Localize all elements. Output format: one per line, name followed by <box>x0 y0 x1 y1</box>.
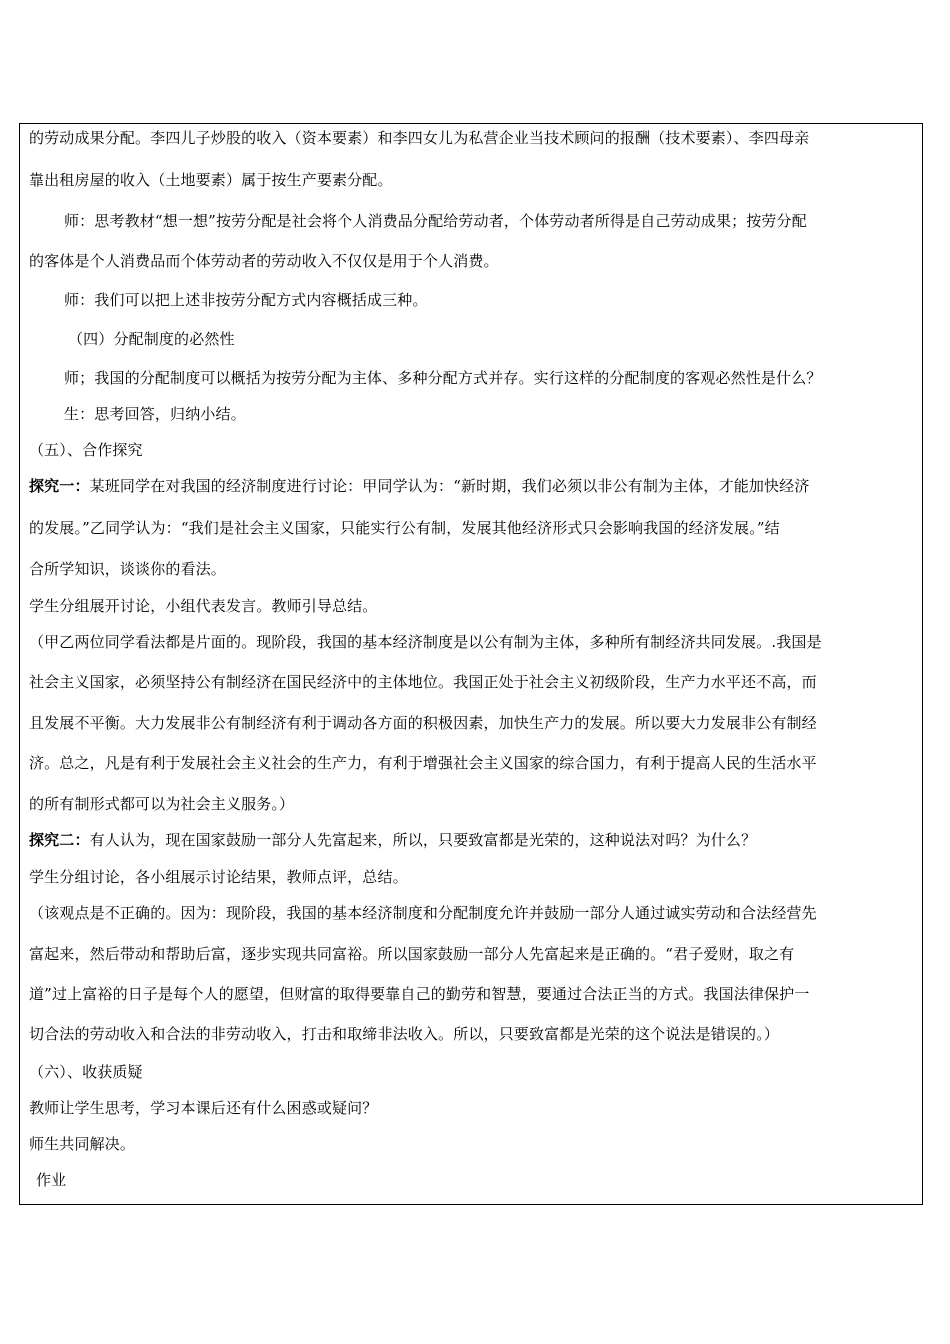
text-line: 师生共同解决。 <box>29 1135 136 1153</box>
text-line: 学生分组展开讨论，小组代表发言。教师引导总结。 <box>29 597 378 615</box>
text-line: 社会主义国家，必须坚持公有制经济在国民经济中的主体地位。我国正处于社会主义初级阶段，生产力水平还不高，而 <box>29 673 817 691</box>
explore-one-text: 某班同学在对我国的经济制度进行讨论：甲同学认为：“新时期，我们必须以非公有制为主体，才能加快经济 <box>89 477 810 495</box>
text-line: 道”过上富裕的日子是每个人的愿望，但财富的取得要靠自己的勤劳和智慧，要通过合法正当的方式。我国法律保护一 <box>29 985 810 1003</box>
text-line: 的客体是个人消费品而个体劳动者的劳动收入不仅仅是用于个人消费。 <box>29 252 499 270</box>
text-line: 师：思考教材“想一想”按劳分配是社会将个人消费品分配给劳动者，个体劳动者所得是自己劳动成果；按劳分配 <box>64 212 807 230</box>
text-line: 教师让学生思考，学习本课后还有什么困惑或疑问？ <box>29 1099 378 1117</box>
text-line: 生：思考回答，归纳小结。 <box>64 405 246 423</box>
text-line: 的发展。”乙同学认为：“我们是社会主义国家，只能实行公有制，发展其他经济形式只会影响我国的经济发展。”结 <box>29 519 780 537</box>
text-line: 富起来，然后带动和帮助后富，逐步实现共同富裕。所以国家鼓励一部分人先富起来是正确的。“君子爱财，取之有 <box>29 945 795 963</box>
text-line: 学生分组讨论，各小组展示讨论结果，教师点评，总结。 <box>29 868 408 886</box>
section-heading: （五）、合作探究 <box>29 441 143 459</box>
text-line: 师：我们可以把上述非按劳分配方式内容概括成三种。 <box>64 291 428 309</box>
explore-two-line <box>29 830 756 850</box>
text-line: 师；我国的分配制度可以概括为按劳分配为主体、多种分配方式并存。实行这样的分配制度的客观必然性是什么？ <box>64 369 822 387</box>
explore-two-text: 有人认为，现在国家鼓励一部分人先富起来，所以，只要致富都是光荣的，这种说法对吗？为什么？ <box>89 831 757 849</box>
text-line: （甲乙两位同学看法都是片面的。现阶段，我国的基本经济制度是以公有制为主体，多种所有制经济共同发展。.我国是 <box>29 633 822 651</box>
explore-one-label: 探究一： <box>29 477 90 495</box>
text-line: 合所学知识，谈谈你的看法。 <box>29 560 226 578</box>
text-line: 济。总之，凡是有利于发展社会主义社会的生产力，有利于增强社会主义国家的综合国力，有利于提高人民的生活水平 <box>29 754 817 772</box>
section-heading: （六）、收获质疑 <box>29 1063 143 1081</box>
explore-two-label: 探究二： <box>29 831 90 849</box>
text-line: 且发展不平衡。大力发展非公有制经济有利于调动各方面的积极因素，加快生产力的发展。所以要大力发展非公有制经 <box>29 714 817 732</box>
text-line: （该观点是不正确的。因为：现阶段，我国的基本经济制度和分配制度允许并鼓励一部分人通过诚实劳动和合法经营先 <box>29 904 817 922</box>
section-heading: （四）分配制度的必然性 <box>68 330 235 348</box>
explore-one-line <box>29 476 809 496</box>
homework-label: 作业 <box>36 1171 67 1189</box>
text-line: 切合法的劳动收入和合法的非劳动收入，打击和取缔非法收入。所以，只要致富都是光荣的这个说法是错误的。） <box>29 1025 780 1043</box>
text-line: 的所有制形式都可以为社会主义服务。） <box>29 795 295 813</box>
text-line: 的劳动成果分配。李四儿子炒股的收入（资本要素）和李四女儿为私营企业当技术顾问的报酬（技术要素）、李四母亲 <box>29 129 810 147</box>
text-line: 靠出租房屋的收入（土地要素）属于按生产要素分配。 <box>29 171 393 189</box>
